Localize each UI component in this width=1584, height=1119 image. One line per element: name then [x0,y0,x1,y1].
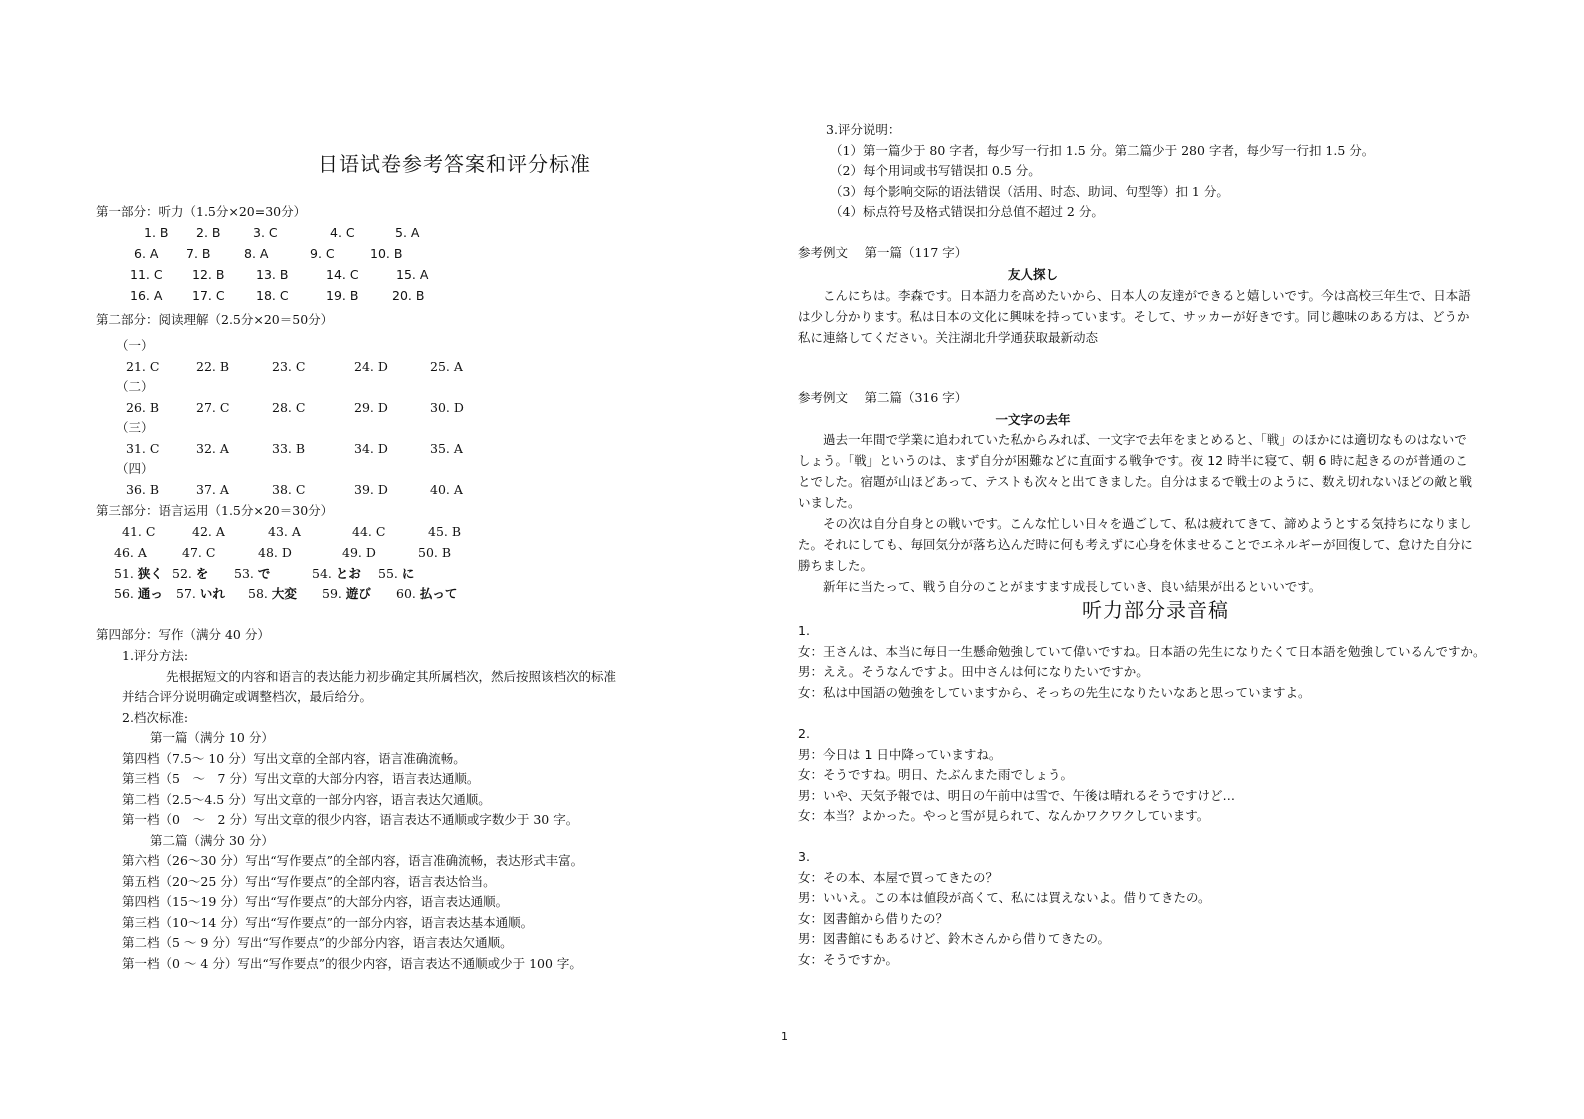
answer: 33. B [272,441,306,456]
answer: 6. A [134,246,159,261]
answer: 23. C [272,359,306,374]
answer: 35. A [430,441,463,456]
answer [234,566,270,582]
answer-number: 59. [322,586,342,601]
essay1-title: 第一篇（满分 10 分） [150,730,274,745]
method-title: 1.评分方法: [122,648,189,663]
answer: 1. B [144,225,169,240]
answer: 40. A [430,482,463,497]
answer: 10. B [370,246,403,261]
answer: 27. C [196,400,230,415]
answer: 9. C [310,246,335,261]
answer: 34. D [354,441,388,456]
answer: 48. D [258,545,292,560]
answer-number: 52. [172,566,192,581]
sample2-paragraph: その次は自分自身との戦いです。こんな忙しい日々を過ごして、私は疲れてきて、諦めようとする気持ちになりました。それにしても、毎回気分が落ち込んだ時に何も考えずに心身を休ませることでエネルギーが回復して、怠けた自分に勝ちました。 [798,516,1473,573]
answer: 7. B [186,246,211,261]
dialog-line: 女：その本、本屋で買ってきたの？ [798,870,999,885]
page-number: 1 [781,1030,788,1043]
document-title: 日语试卷参考答案和评分标准 [318,152,591,176]
grade-line: 第一档（0 ～ 2 分）写出文章的很少内容，语言表达不通顺或字数少于 30 字。 [122,812,579,827]
dialog-line: 女：図書館から借りたの？ [798,911,949,926]
answer-word: 大変 [271,586,297,601]
answer: 22. B [196,359,230,374]
answer: 19. B [326,288,359,303]
answer: 44. C [352,524,386,539]
answer: 24. D [354,359,388,374]
answer: 20. B [392,288,425,303]
dialog-line: 女：王さんは、本当に毎日一生懸命勉強していて偉いですね。日本語の先生になりたくて日本語を勉強しているんですか。 [798,644,1486,659]
answer: 11. C [130,267,163,282]
grade-line: 第三档（10～14 分）写出“写作要点”的一部分内容，语言表达基本通顺。 [122,915,534,930]
answer-number: 53. [234,566,254,581]
sample1-heading: 参考例文 第一篇（117 字） [798,245,968,260]
sample1-title: 友人探し [1007,267,1058,282]
answer: 15. A [396,267,429,282]
answer-word: 遊び [345,586,371,601]
grade-line: 第五档（20～25 分）写出“写作要点”的全部内容，语言表达恰当。 [122,874,496,889]
answer: 17. C [192,288,225,303]
grade-line: 第四档（7.5～ 10 分）写出文章的全部内容，语言准确流畅。 [122,751,466,766]
scoring-line: （1）第一篇少于 80 字者，每少写一行扣 1.5 分。第二篇少于 280 字者，每少写一行扣 1.5 分。 [830,143,1375,158]
answer: 43. A [268,524,301,539]
part3-heading: 第三部分：语言运用（1.5分×20＝30分） [96,503,334,518]
part4-heading: 第四部分：写作（满分 40 分） [96,627,270,642]
answer: 16. A [130,288,163,303]
answer: 8. A [244,246,269,261]
scoring-title: 3.评分说明： [826,122,901,137]
answer [312,566,361,582]
answer-word: とお [335,566,361,581]
answer: 45. B [428,524,462,539]
answer: 46. A [114,545,147,560]
answer: 25. A [430,359,463,374]
sample2-paragraph: 新年に当たって、戦う自分のことがますます成長していき、良い結果が出るといいです。 [823,579,1322,594]
answer: 28. C [272,400,306,415]
grade-line: 第四档（15～19 分）写出“写作要点”的大部分内容，语言表达通顺。 [122,894,509,909]
answer: 36. B [126,482,160,497]
answer: 18. C [256,288,289,303]
answer: 41. C [122,524,156,539]
answer-word: に [401,566,415,581]
group-label: （三） [116,420,154,435]
answer: 29. D [354,400,388,415]
dialog-line: 男：図書館にもあるけど、鈴木さんから借りてきたの。 [798,931,1111,946]
dialog-line: 女：そうですか。 [798,952,899,967]
answer [322,586,371,602]
grade-line: 第二档（2.5～4.5 分）写出文章的一部分内容，语言表达欠通顺。 [122,792,491,807]
standard-title: 2.档次标准: [122,710,189,725]
answer: 50. B [418,545,452,560]
method-text: 先根据短文的内容和语言的表达能力初步确定其所属档次，然后按照该档次的标准 [166,669,617,684]
part1-heading: 第一部分：听力（1.5分×20=30分） [96,204,307,219]
answer: 37. A [196,482,229,497]
answer-word: 狭く [137,566,163,581]
scoring-line: （2）每个用词或书写错误扣 0.5 分。 [830,163,1041,178]
dialog-line: 男：ええ。そうなんですよ。田中さんは何になりたいですか。 [798,664,1149,679]
dialog-number: 3. [798,849,810,864]
answer: 3. C [253,225,278,240]
answer [396,586,457,602]
answer: 47. C [182,545,216,560]
dialog-line: 女：本当？よかった。やっと雪が見られて、なんかワクワクしています。 [798,808,1210,823]
answer: 12. B [192,267,225,282]
dialog-line: 男：今日は 1 日中降っていますね。 [798,747,1002,762]
answer: 39. D [354,482,388,497]
scoring-line: （3）每个影响交际的语法错误（活用、时态、助词、句型等）扣 1 分。 [830,184,1229,199]
sample2-heading: 参考例文 第二篇（316 字） [798,390,968,405]
answer [248,586,297,602]
answer-number: 57. [176,586,196,601]
answer: 49. D [342,545,376,560]
answer: 30. D [430,400,464,415]
listening-title: 听力部分录音稿 [1082,598,1229,622]
grade-line: 第六档（26～30 分）写出“写作要点”的全部内容，语言准确流畅，表达形式丰富。 [122,853,584,868]
dialog-line: 男：いや、天気予報では、明日の午前中は雪で、午後は晴れるそうですけど… [798,788,1236,803]
dialog-number: 2. [798,726,810,741]
essay2-title: 第二篇（满分 30 分） [150,833,274,848]
sample2-title: 一文字の去年 [995,412,1071,427]
method-text: 并结合评分说明确定或调整档次，最后给分。 [122,689,373,704]
answer: 38. C [272,482,306,497]
group-label: （二） [116,379,154,394]
group-label: （四） [116,461,154,476]
part2-heading: 第二部分：阅读理解（2.5分×20＝50分） [96,312,334,327]
answer: 5. A [395,225,420,240]
dialog-line: 女：そうですね。明日、たぶんまた雨でしょう。 [798,767,1074,782]
answer-word: いれ [199,586,225,601]
answer-word: 払って [419,586,458,601]
answer: 4. C [330,225,355,240]
answer: 31. C [126,441,160,456]
answer: 14. C [326,267,359,282]
answer [114,566,163,582]
answer [114,586,163,602]
answer-number: 58. [248,586,268,601]
answer: 2. B [196,225,221,240]
answer: 13. B [256,267,289,282]
sample2-body [798,429,1478,597]
answer: 26. B [126,400,160,415]
dialog-number: 1. [798,623,810,638]
sample1-note: 关注湖北升学通获取最新动态 [935,330,1099,345]
answer-word: 通っ [137,586,163,601]
answer: 32. A [196,441,229,456]
answer [378,566,414,582]
answer [176,586,225,602]
grade-line: 第三档（5 ～ 7 分）写出文章的大部分内容，语言表达通顺。 [122,771,480,786]
answer-number: 54. [312,566,332,581]
answer [172,566,208,582]
sample1-text: こんにちは。李森です。日本語力を高めたいから、日本人の友達ができると嬉しいです。今は高校三年生で、日本語は少し分かります。私は日本の文化に興味を持っています。そして、サッカーが好きです。同じ趣味のある方は、どうか私に連絡してください。 [798,288,1471,345]
answer: 42. A [192,524,225,539]
sample2-paragraph: 過去一年間で学業に追われていた私からみれば、一文字で去年をまとめると、「戦」のほかには適切なものはないでしょう。「戦」というのは、まず自分が困難などに直面する戦争です。夜 12 時半に寝て、朝 6 時に起きるのが普通のことでした。宿題が山ほどあって、テストも次々と出てきました。自分はまるで戦士のように、数え切れないほどの敵と戦いました。 [798,432,1473,510]
dialog-line: 女：私は中国語の勉強をしていますから、そっちの先生になりたいなあと思っていますよ。 [798,685,1311,700]
answer-word: で [257,566,271,581]
answer-number: 56. [114,586,134,601]
dialog-line: 男：いいえ。この本は値段が高くて、私には買えないよ。借りてきたの。 [798,890,1211,905]
grade-line: 第二档（5 ～ 9 分）写出“写作要点”的少部分内容，语言表达欠通顺。 [122,935,513,950]
answer-number: 55. [378,566,398,581]
answer: 21. C [126,359,160,374]
answer-number: 51. [114,566,134,581]
grade-line: 第一档（0 ～ 4 分）写出“写作要点”的很少内容，语言表达不通顺或少于 100 字。 [122,956,582,971]
group-label: （一） [116,338,154,353]
answer-number: 60. [396,586,416,601]
answer-word: を [195,566,209,581]
sample1-body [798,285,1478,348]
scoring-line: （4）标点符号及格式错误扣分总值不超过 2 分。 [830,204,1104,219]
